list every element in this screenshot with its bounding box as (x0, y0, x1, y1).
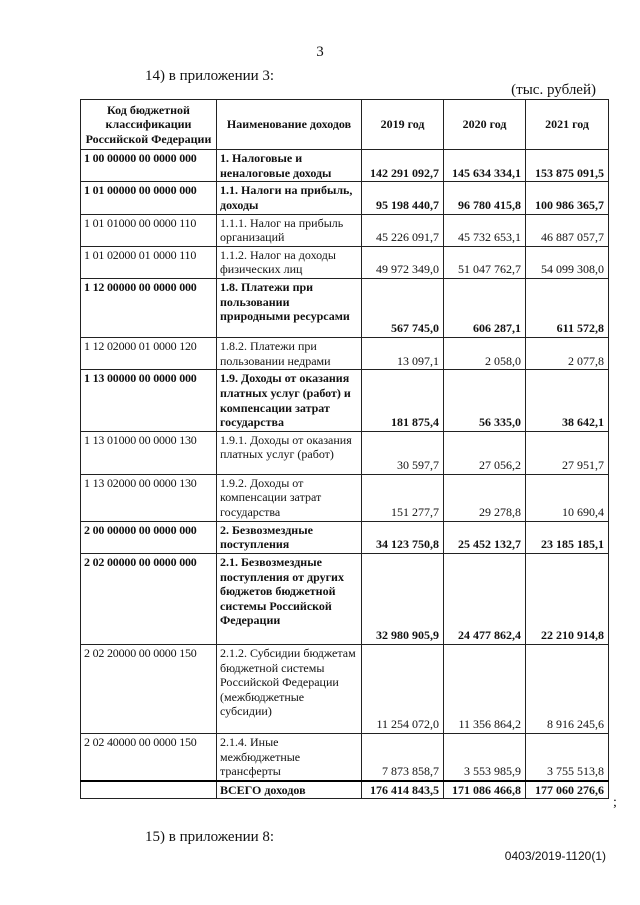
row-name: 1.8.2. Платежи при пользовании недрами (217, 338, 362, 370)
row-value-2021: 23 185 185,1 (526, 521, 609, 553)
row-value-2019: 30 597,7 (362, 431, 444, 474)
row-value-2021: 8 916 245,6 (526, 644, 609, 733)
row-value-2020: 45 732 653,1 (444, 214, 526, 246)
header-2021: 2021 год (526, 100, 609, 150)
row-value-2019: 567 745,0 (362, 279, 444, 338)
row-code: 1 13 00000 00 0000 000 (81, 370, 217, 432)
section-heading-15: 15) в приложении 8: (145, 829, 275, 845)
row-name: 1.9. Доходы от оказания платных услуг (работ) и компенсации затрат государства (217, 370, 362, 432)
row-name: 1.9.1. Доходы от оказания платных услуг (работ) (217, 431, 362, 474)
row-value-2021: 46 887 057,7 (526, 214, 609, 246)
table-row (81, 370, 609, 432)
row-name: 1.8. Платежи при пользовании природными ресурсами (217, 279, 362, 338)
table-row (81, 644, 609, 733)
trailing-semicolon: ; (613, 795, 617, 810)
row-value-2020: 25 452 132,7 (444, 521, 526, 553)
total-label: ВСЕГО доходов (217, 781, 362, 799)
total-code-cell (81, 781, 217, 799)
row-code: 2 02 20000 00 0000 150 (81, 644, 217, 733)
row-value-2019: 7 873 858,7 (362, 733, 444, 780)
table-header-row (81, 100, 609, 150)
row-value-2019: 11 254 072,0 (362, 644, 444, 733)
row-code: 1 01 01000 00 0000 110 (81, 214, 217, 246)
row-value-2020: 24 477 862,4 (444, 553, 526, 644)
row-value-2019: 49 972 349,0 (362, 246, 444, 278)
row-value-2019: 45 226 091,7 (362, 214, 444, 246)
row-code: 1 13 01000 00 0000 130 (81, 431, 217, 474)
table-row (81, 733, 609, 780)
row-name: 1.9.2. Доходы от компенсации затрат государства (217, 474, 362, 521)
total-2021: 177 060 276,6 (526, 781, 609, 799)
total-row (81, 781, 609, 799)
table-row (81, 431, 609, 474)
row-value-2021: 27 951,7 (526, 431, 609, 474)
row-value-2020: 29 278,8 (444, 474, 526, 521)
table-row (81, 338, 609, 370)
row-value-2021: 153 875 091,5 (526, 150, 609, 182)
row-code: 1 00 00000 00 0000 000 (81, 150, 217, 182)
row-value-2020: 96 780 415,8 (444, 182, 526, 214)
row-value-2021: 611 572,8 (526, 279, 609, 338)
row-name: 2. Безвозмездные поступления (217, 521, 362, 553)
revenue-table (80, 99, 609, 799)
table-row (81, 246, 609, 278)
page-number: 3 (316, 44, 324, 60)
table-row (81, 150, 609, 182)
row-value-2020: 145 634 334,1 (444, 150, 526, 182)
row-value-2021: 100 986 365,7 (526, 182, 609, 214)
units-label: (тыс. рублей) (511, 82, 596, 98)
row-value-2019: 32 980 905,9 (362, 553, 444, 644)
row-name: 1.1.2. Налог на доходы физических лиц (217, 246, 362, 278)
row-value-2019: 13 097,1 (362, 338, 444, 370)
row-code: 1 01 00000 00 0000 000 (81, 182, 217, 214)
row-value-2020: 11 356 864,2 (444, 644, 526, 733)
row-value-2020: 2 058,0 (444, 338, 526, 370)
row-code: 1 12 02000 01 0000 120 (81, 338, 217, 370)
row-value-2019: 151 277,7 (362, 474, 444, 521)
row-value-2019: 95 198 440,7 (362, 182, 444, 214)
row-value-2019: 34 123 750,8 (362, 521, 444, 553)
row-code: 1 12 00000 00 0000 000 (81, 279, 217, 338)
row-code: 1 01 02000 01 0000 110 (81, 246, 217, 278)
row-value-2021: 10 690,4 (526, 474, 609, 521)
total-2019: 176 414 843,5 (362, 781, 444, 799)
row-value-2019: 142 291 092,7 (362, 150, 444, 182)
table-row (81, 279, 609, 338)
section-heading-14: 14) в приложении 3: (145, 68, 275, 84)
row-value-2021: 38 642,1 (526, 370, 609, 432)
row-code: 2 02 00000 00 0000 000 (81, 553, 217, 644)
row-value-2020: 56 335,0 (444, 370, 526, 432)
row-name: 2.1.2. Субсидии бюджетам бюджетной системы Российской Федерации (межбюджетные субсидии) (217, 644, 362, 733)
row-name: 2.1.4. Иные межбюджетные трансферты (217, 733, 362, 780)
row-value-2019: 181 875,4 (362, 370, 444, 432)
table-row (81, 553, 609, 644)
row-value-2021: 2 077,8 (526, 338, 609, 370)
header-name: Наименование доходов (217, 100, 362, 150)
row-value-2021: 22 210 914,8 (526, 553, 609, 644)
table-row (81, 474, 609, 521)
row-code: 2 00 00000 00 0000 000 (81, 521, 217, 553)
header-code: Код бюджетной классификации Российской Федерации (81, 100, 217, 150)
total-2020: 171 086 466,8 (444, 781, 526, 799)
row-code: 1 13 02000 00 0000 130 (81, 474, 217, 521)
table-row (81, 214, 609, 246)
document-code: 0403/2019-1120(1) (504, 849, 606, 863)
row-name: 1.1. Налоги на прибыль, доходы (217, 182, 362, 214)
row-value-2020: 3 553 985,9 (444, 733, 526, 780)
row-name: 2.1. Безвозмездные поступления от других бюджетов бюджетной системы Российской Федерации (217, 553, 362, 644)
row-code: 2 02 40000 00 0000 150 (81, 733, 217, 780)
row-name: 1. Налоговые и неналоговые доходы (217, 150, 362, 182)
header-2019: 2019 год (362, 100, 444, 150)
row-value-2021: 54 099 308,0 (526, 246, 609, 278)
row-value-2021: 3 755 513,8 (526, 733, 609, 780)
table-row (81, 182, 609, 214)
header-2020: 2020 год (444, 100, 526, 150)
table-row (81, 521, 609, 553)
row-name: 1.1.1. Налог на прибыль организаций (217, 214, 362, 246)
row-value-2020: 606 287,1 (444, 279, 526, 338)
table-body (81, 150, 609, 781)
row-value-2020: 27 056,2 (444, 431, 526, 474)
row-value-2020: 51 047 762,7 (444, 246, 526, 278)
